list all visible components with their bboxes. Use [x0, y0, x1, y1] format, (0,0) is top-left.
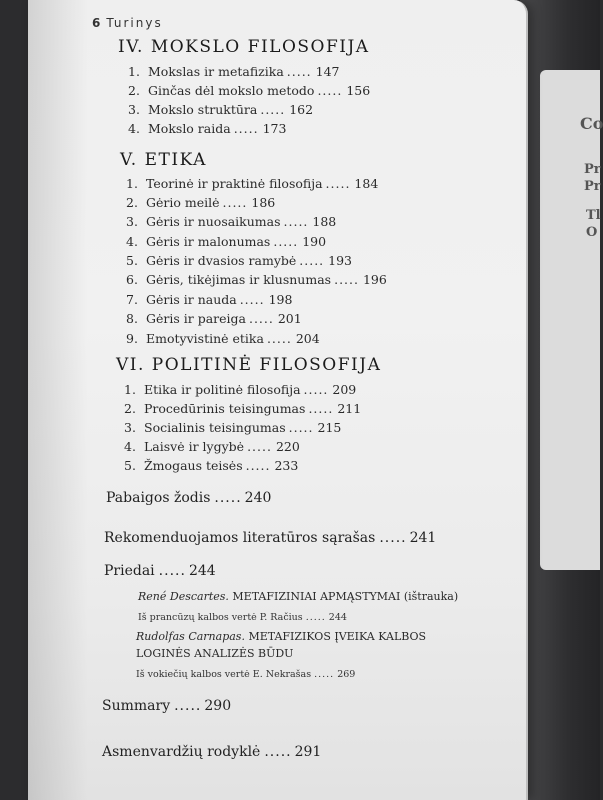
item-page: 201: [277, 311, 302, 326]
facing-fragment: Tl: [586, 208, 601, 223]
item-title: Gėris ir pareiga: [146, 311, 246, 326]
item-number: 4.: [126, 234, 138, 249]
item-page: 184: [354, 176, 379, 191]
leader-dots: .....: [266, 331, 292, 346]
item-number: 2.: [126, 195, 138, 210]
toc-item: [128, 102, 313, 117]
item-number: 3.: [128, 102, 140, 117]
leader-dots: .....: [286, 64, 312, 79]
leader-dots: .....: [222, 195, 248, 210]
item-page: 220: [275, 439, 300, 454]
appendix-work-line2: LOGINĖS ANALIZĖS BŪDU: [136, 647, 294, 660]
item-number: 7.: [126, 292, 138, 307]
toc-item: [126, 234, 326, 249]
toc-entry: [102, 744, 321, 760]
toc-item: [128, 83, 370, 98]
appendix-author: Rudolfas Carnapas.: [136, 630, 245, 643]
toc-item: [126, 272, 387, 287]
item-page: 209: [332, 382, 357, 397]
entry-title: Pabaigos žodis: [106, 490, 211, 506]
item-title: Emotyvistinė etika: [146, 331, 264, 346]
toc-item: [126, 176, 378, 191]
toc-item: [126, 214, 336, 229]
item-page: 215: [317, 420, 342, 435]
item-title: Etika ir politinė filosofija: [144, 382, 301, 397]
appendix-page: 244: [328, 612, 347, 623]
toc-entry: [104, 563, 216, 579]
leader-dots: .....: [317, 83, 343, 98]
item-page: 173: [262, 121, 287, 136]
item-title: Mokslo raida: [148, 121, 231, 136]
leader-dots: .....: [283, 214, 309, 229]
leader-dots: .....: [308, 401, 334, 416]
item-page: 233: [274, 458, 299, 473]
appendix-entry: [138, 590, 458, 603]
item-page: 198: [268, 292, 293, 307]
entry-title: Rekomenduojamos literatūros sąrašas: [104, 530, 376, 546]
entry-page: 291: [294, 744, 322, 760]
page-number: 6: [92, 16, 101, 30]
item-number: 1.: [128, 64, 140, 79]
item-title: Ginčas dėl mokslo metodo: [148, 83, 315, 98]
leader-dots: .....: [303, 382, 329, 397]
leader-dots: .....: [248, 311, 274, 326]
leader-dots: .....: [305, 612, 326, 623]
leader-dots: .....: [334, 272, 359, 287]
appendix-work: METAFIZIKOS ĮVEIKA KALBOS: [248, 630, 427, 643]
toc-item: [126, 253, 352, 268]
item-number: 2.: [128, 83, 140, 98]
leader-dots: .....: [247, 439, 272, 454]
item-title: Gėrio meilė: [146, 195, 220, 210]
toc-item: [124, 401, 361, 416]
toc-item: [124, 439, 300, 454]
toc-item: [124, 382, 356, 397]
item-number: 1.: [126, 176, 138, 191]
toc-item: [128, 64, 340, 79]
item-page: 196: [362, 272, 387, 287]
leader-dots: .....: [158, 563, 186, 579]
item-number: 5.: [124, 458, 136, 473]
leader-dots: .....: [214, 490, 242, 506]
appendix-author: René Descartes.: [138, 590, 229, 603]
leader-dots: .....: [314, 669, 335, 680]
book-page: [28, 0, 528, 800]
item-title: Mokslas ir metafizika: [148, 64, 284, 79]
item-title: Gėris ir malonumas: [146, 234, 271, 249]
toc-entry: [106, 490, 271, 506]
item-title: Gėris, tikėjimas ir klusnumas: [146, 272, 332, 287]
appendix-page: 269: [337, 669, 356, 680]
leader-dots: .....: [288, 420, 314, 435]
leader-dots: .....: [325, 176, 351, 191]
leader-dots: .....: [379, 530, 407, 546]
item-number: 3.: [124, 420, 136, 435]
entry-title: Priedai: [104, 563, 155, 579]
facing-fragment: Co: [580, 114, 603, 133]
item-number: 8.: [126, 311, 138, 326]
item-title: Laisvė ir lygybė: [144, 439, 245, 454]
toc-item: [124, 420, 341, 435]
appendix-entry: [136, 630, 426, 643]
toc-entry: [102, 698, 231, 714]
item-page: 190: [302, 234, 327, 249]
item-page: 193: [328, 253, 353, 268]
item-title: Mokslo struktūra: [148, 102, 258, 117]
toc-item: [124, 458, 298, 473]
item-number: 2.: [124, 401, 136, 416]
facing-fragment: Pr: [584, 179, 601, 194]
leader-dots: .....: [233, 121, 259, 136]
item-title: Teorinė ir praktinė filosofija: [146, 176, 323, 191]
translation-credit: Iš prancūzų kalbos vertė P. Račius: [138, 612, 303, 623]
toc-item: [128, 121, 286, 136]
leader-dots: .....: [299, 253, 325, 268]
leader-dots: .....: [273, 234, 299, 249]
item-title: Gėris ir nuosaikumas: [146, 214, 281, 229]
leader-dots: .....: [260, 102, 286, 117]
leader-dots: .....: [245, 458, 271, 473]
item-page: 162: [289, 102, 314, 117]
leader-dots: .....: [174, 698, 202, 714]
item-title: Gėris ir nauda: [146, 292, 237, 307]
appendix-translation: [138, 612, 347, 623]
facing-fragment: Pr: [584, 162, 601, 177]
leader-dots: .....: [264, 744, 292, 760]
item-number: 3.: [126, 214, 138, 229]
item-title: Žmogaus teisės: [144, 458, 243, 473]
item-page: 188: [312, 214, 337, 229]
item-title: Socialinis teisingumas: [144, 420, 286, 435]
item-number: 6.: [126, 272, 138, 287]
entry-page: 241: [409, 530, 437, 546]
item-number: 4.: [128, 121, 140, 136]
section-heading: IV. MOKSLO FILOSOFIJA: [118, 37, 370, 57]
toc-item: [126, 292, 292, 307]
facing-page: [540, 70, 603, 570]
running-title: Turinys: [106, 16, 163, 30]
appendix-translation: [136, 669, 355, 680]
toc-item: [126, 331, 320, 346]
item-number: 1.: [124, 382, 136, 397]
facing-fragment: O: [586, 225, 598, 240]
running-head: [92, 16, 163, 30]
toc-entry: [104, 530, 436, 546]
entry-title: Asmenvardžių rodyklė: [102, 744, 261, 760]
entry-title: Summary: [102, 698, 171, 714]
leader-dots: .....: [239, 292, 265, 307]
item-page: 186: [251, 195, 276, 210]
section-heading: V. ETIKA: [120, 150, 207, 170]
translation-credit: Iš vokiečių kalbos vertė E. Nekrašas: [136, 669, 312, 680]
toc-item: [126, 195, 275, 210]
item-title: Procedūrinis teisingumas: [144, 401, 306, 416]
entry-page: 240: [244, 490, 272, 506]
item-number: 4.: [124, 439, 136, 454]
item-page: 211: [337, 401, 362, 416]
entry-page: 290: [204, 698, 232, 714]
section-heading: VI. POLITINĖ FILOSOFIJA: [116, 355, 382, 375]
item-page: 204: [295, 331, 320, 346]
item-title: Gėris ir dvasios ramybė: [146, 253, 297, 268]
entry-page: 244: [188, 563, 216, 579]
appendix-work: METAFIZINIAI APMĄSTYMAI (ištrauka): [232, 590, 459, 603]
item-number: 5.: [126, 253, 138, 268]
item-page: 147: [315, 64, 340, 79]
item-page: 156: [346, 83, 371, 98]
item-number: 9.: [126, 331, 138, 346]
toc-item: [126, 311, 302, 326]
